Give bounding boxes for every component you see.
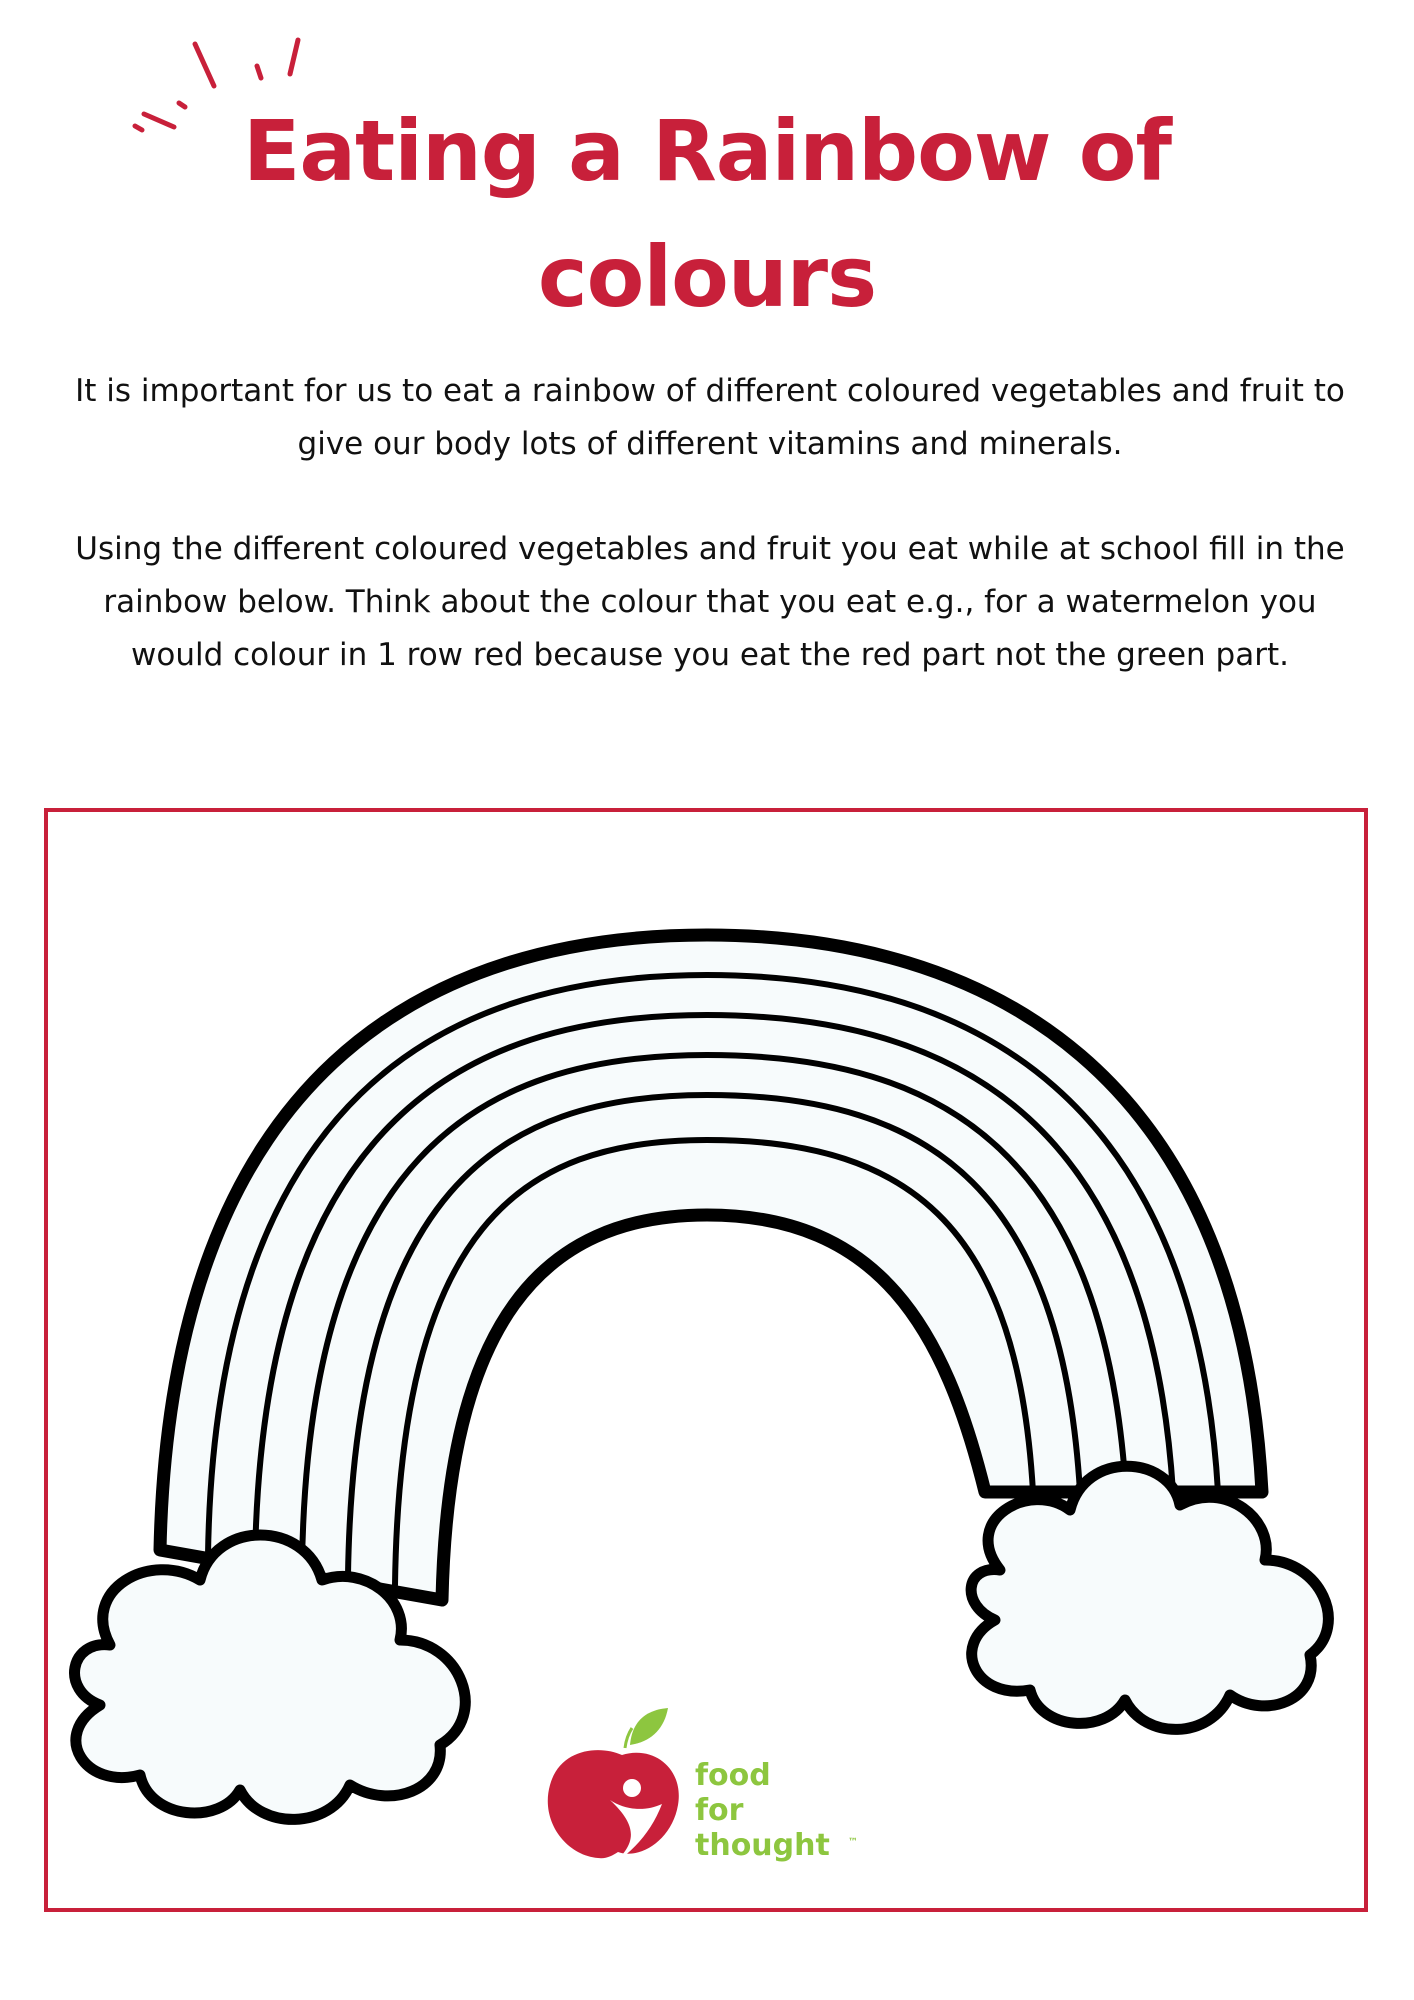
intro-paragraph: It is important for us to eat a rainbow of different coloured vegetables and fruit to give our body lots of different vitamins and minerals. <box>75 373 1345 462</box>
trademark-symbol: ™ <box>848 1837 858 1848</box>
food-for-thought-logo <box>540 1700 880 1890</box>
apple-logo-icon <box>540 1700 690 1890</box>
instructions-paragraph: Using the different coloured vegetables and fruit you eat while at school fill in the rainbow below. Think about the colour that you eat e.g., for a watermelon you would colour in 1 row red because you eat the red part not the green part. <box>75 531 1345 673</box>
logo-line-thought: thought <box>695 1828 830 1863</box>
page-title: Eating a Rainbow of colours <box>242 102 1171 326</box>
logo-line-food: food <box>695 1758 771 1793</box>
logo-line-for: for <box>695 1793 744 1828</box>
